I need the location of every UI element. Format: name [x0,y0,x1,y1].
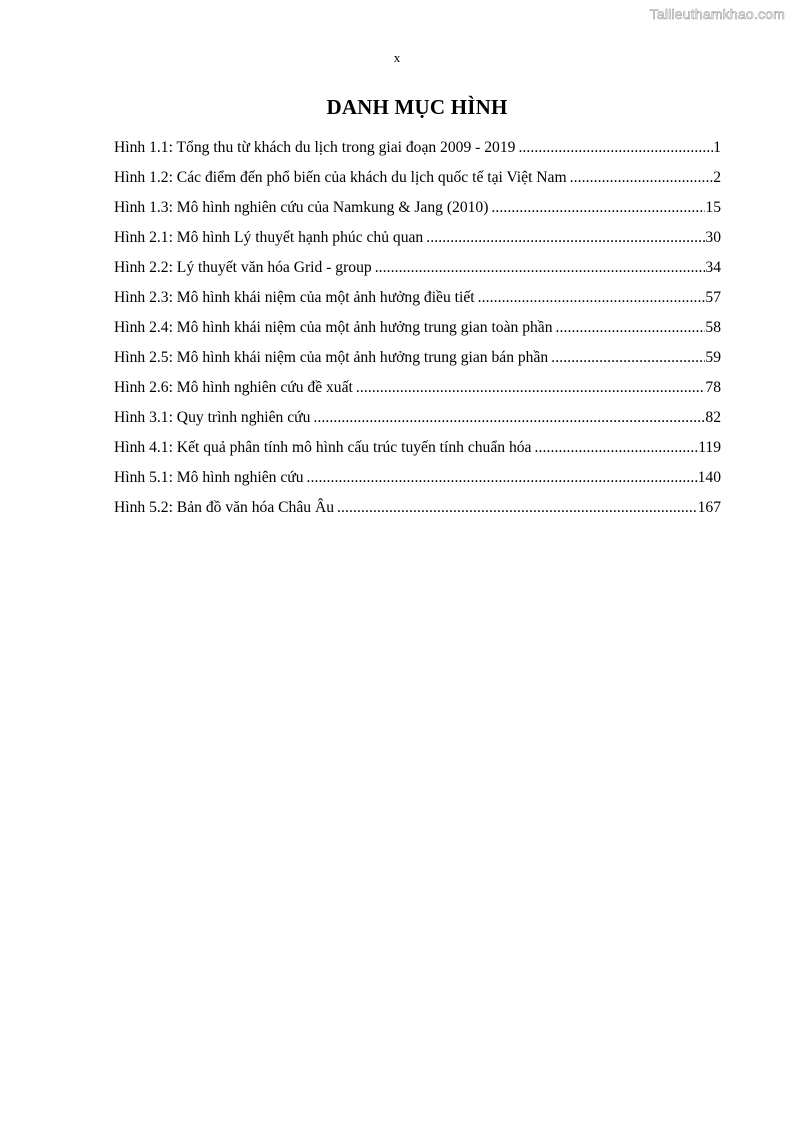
dot-leader [531,439,698,457]
dot-leader [567,169,714,187]
figure-entry-label: Hình 4.1: Kết quả phân tính mô hình cấu trúc tuyến tính chuẩn hóa [114,439,532,456]
figure-entry-page: 34 [705,259,721,276]
dot-leader [423,229,705,247]
figure-entry[interactable] [114,463,721,493]
figure-entry-label: Hình 2.2: Lý thuyết văn hóa Grid - group [114,259,372,276]
figure-entry[interactable] [114,253,721,283]
figure-entry[interactable] [114,283,721,313]
figure-entry-label: Hình 1.1: Tổng thu từ khách du lịch trong giai đoạn 2009 - 2019 [114,139,516,156]
figure-entry-page: 30 [705,229,721,246]
watermark: Tailieuthamkhao.com [649,6,785,22]
figure-entry-label: Hình 2.5: Mô hình khái niệm của một ảnh hưởng trung gian bán phần [114,349,549,366]
figure-entry-label: Hình 5.1: Mô hình nghiên cứu [114,469,304,486]
figure-entry-label: Hình 2.1: Mô hình Lý thuyết hạnh phúc chủ quan [114,229,424,246]
dot-leader [548,349,705,367]
figure-entry-label: Hình 1.2: Các điểm đến phổ biến của khách du lịch quốc tế tại Việt Nam [114,169,567,186]
figure-entry[interactable] [114,493,721,523]
figure-entry[interactable] [114,223,721,253]
figure-entry-label: Hình 1.3: Mô hình nghiên cứu của Namkung & Jang (2010) [114,199,489,216]
figure-entry-page: 78 [705,379,721,396]
figure-entry[interactable] [114,343,721,373]
figure-entry-label: Hình 2.3: Mô hình khái niệm của một ảnh hưởng điều tiết [114,289,475,306]
figure-entry-page: 82 [705,409,721,426]
page-title: DANH MỤC HÌNH [326,95,508,119]
figure-entry-page: 57 [705,289,721,306]
figure-entry-label: Hình 2.4: Mô hình khái niệm của một ảnh hưởng trung gian toàn phần [114,319,553,336]
figure-entry-page: 119 [698,439,721,456]
figure-entry-page: 140 [697,469,721,486]
figure-entry-page: 167 [697,499,721,516]
figure-entry[interactable] [114,313,721,343]
figure-entry-page: 2 [713,169,721,186]
page-number: x [393,50,401,65]
dot-leader [475,289,706,307]
figure-entry-page: 58 [705,319,721,336]
figure-entry[interactable] [114,163,721,193]
dot-leader [488,199,705,217]
dot-leader [553,319,706,337]
figure-entry[interactable] [114,403,721,433]
figure-entry-label: Hình 2.6: Mô hình nghiên cứu đề xuất [114,379,353,396]
dot-leader [353,379,706,397]
figure-entry[interactable] [114,373,721,403]
figure-entry-label: Hình 5.2: Bản đồ văn hóa Châu Âu [114,499,335,516]
figure-entry[interactable] [114,433,721,463]
figure-entry-label: Hình 3.1: Quy trình nghiên cứu [114,409,311,426]
figure-entry-page: 1 [713,139,721,156]
dot-leader [304,469,698,487]
figure-list [114,133,721,523]
dot-leader [334,499,698,517]
dot-leader [310,409,705,427]
dot-leader [515,139,713,157]
figure-entry[interactable] [114,133,721,163]
figure-entry-page: 15 [705,199,721,216]
dot-leader [372,259,706,277]
figure-entry-page: 59 [705,349,721,366]
figure-entry[interactable] [114,193,721,223]
